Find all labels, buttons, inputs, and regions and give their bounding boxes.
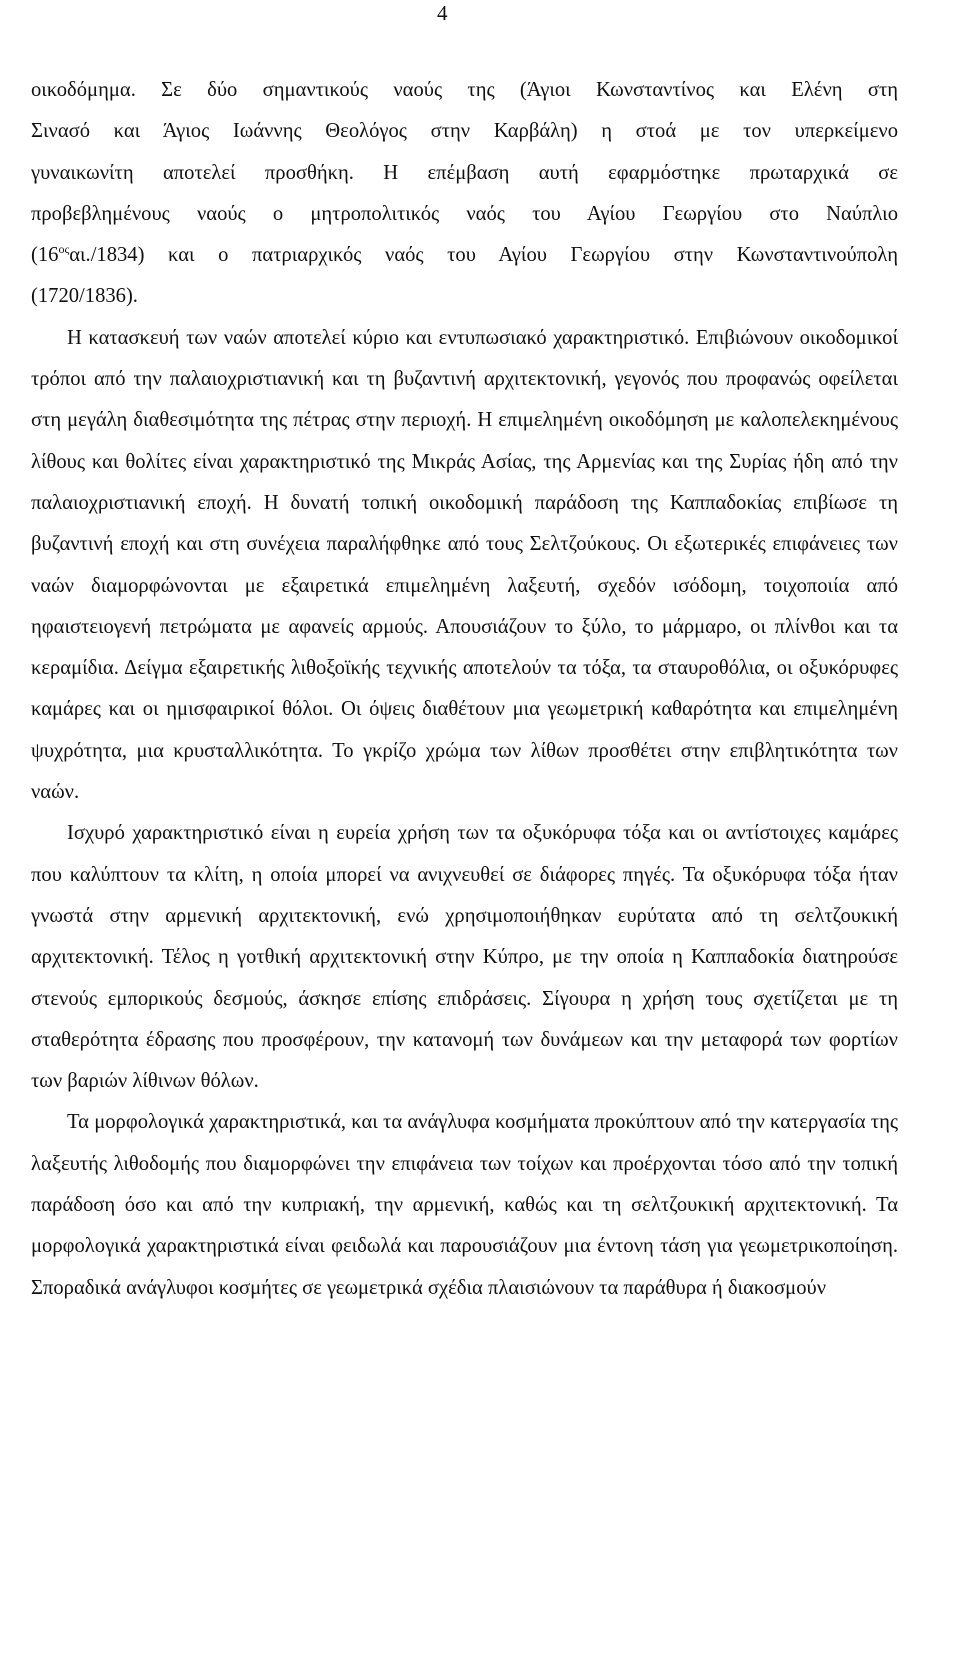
paragraph-1-line-3: γυναικωνίτη αποτελεί προσθήκη. Η επέμβαση αυτή εφαρμόστηκε πρωταρχικά σε [31, 161, 898, 184]
century-number: (16 [31, 244, 59, 267]
paragraph-3: Ισχυρό χαρακτηριστικό είναι η ευρεία χρήση των τα οξυκόρυφα τόξα και οι αντίστοιχες καμάρες που καλύπτουν τα κλίτη, η οποία μπορεί να ανιχνευθεί σε διάφορες πηγές. Τα οξυκόρυφα τόξα ήταν γνωστά στην αρμενική αρχιτεκτονική, ενώ χρησιμοποιήθηκαν ευρύτατα από τη σελτζουκική αρχιτεκτονική. Τέλος η γοτθική αρχιτεκτονική στην Κύπρο, με την οποία η Καππαδοκία διατηρούσε στενούς εμπορικούς δεσμούς, άσκησε επίσης επιδράσεις. Σίγουρα η χρήση τους σχετίζεται με τη σταθερότητα έδρασης που προσφέρουν, την κατανομή των δυνάμεων και την μεταφορά των φορτίων των βαριών λίθινων θόλων. [31, 822, 898, 1093]
paragraph-1-line-5 [31, 235, 898, 276]
paragraph-1-line-4: προβεβλημένους ναούς ο μητροπολιτικός ναός του Αγίου Γεωργίου στο Ναύπλιο [31, 202, 898, 225]
paragraph-1-line-1: οικοδόμημα. Σε δύο σημαντικούς ναούς της (Άγιοι Κωνσταντίνος και Ελένη στη [31, 79, 898, 101]
document-body [31, 70, 898, 1309]
paragraph-1-line-6: (1720/1836). [31, 285, 138, 308]
paragraph-1-line-2: Σινασό και Άγιος Ιωάννης Θεολόγος στην Καρβάλη) η στοά με τον υπερκείμενο [31, 120, 898, 143]
paragraph-2: Η κατασκευή των ναών αποτελεί κύριο και εντυπωσιακό χαρακτηριστικό. Επιβιώνουν οικοδομικοί τρόποι από την παλαιοχριστιανική και τη βυζαντινή αρχιτεκτονική, γεγονός που προφανώς οφείλεται στη μεγάλη διαθεσιμότητα της πέτρας στην περιοχή. Η επιμελημένη οικοδόμηση με καλοπελεκημένους λίθους και θολίτες είναι χαρακτηριστικό της Μικράς Ασίας, της Αρμενίας και της Συρίας ήδη από την παλαιοχριστιανική εποχή. Η δυνατή τοπική οικοδομική παράδοση της Καππαδοκίας επιβίωσε τη βυζαντινή εποχή και στη συνέχεια παραλήφθηκε από τους Σελτζούκους. Οι εξωτερικές επιφάνειες των ναών διαμορφώνονται με εξαιρετικά επιμελημένη λαξευτή, σχεδόν ισόδομη, τοιχοποιία από ηφαιστειογενή πετρώματα με αφανείς αρμούς. Απουσιάζουν το ξύλο, το μάρμαρο, οι πλίνθοι και τα κεραμίδια. Δείγμα εξαιρετικής λιθοξοϊκής τεχνικής αποτελούν τα τόξα, τα σταυροθόλια, οι οξυκόρυφες καμάρες και οι ημισφαιρικοί θόλοι. Οι όψεις διαθέτουν μια γεωμετρική καθαρότητα και επιμελημένη ψυχρότητα, μια κρυσταλλικότητα. Το γκρίζο χρώμα των λίθων προσθέτει στην επιβλητικότητα των ναών. [31, 326, 898, 804]
paragraph-1-line-5-rest: αι./1834) και ο πατριαρχικός ναός του Αγίου Γεωργίου στην Κωνσταντινούπολη [69, 244, 898, 267]
ordinal-superscript: ος [58, 242, 70, 257]
page-number: 4 [437, 1, 448, 25]
paragraph-4: Τα μορφολογικά χαρακτηριστικά, και τα ανάγλυφα κοσμήματα προκύπτουν από την κατεργασία της λαξευτής λιθοδομής που διαμορφώνει την επιφάνεια των τοίχων και προέρχονται τόσο από την τοπική παράδοση όσο και από την κυπριακή, την αρμενική, καθώς και τη σελτζουκική αρχιτεκτονική. Τα μορφολογικά χαρακτηριστικά είναι φειδωλά και παρουσιάζουν μια έντονη τάση για γεωμετρικοποίηση. Σποραδικά ανάγλυφοι κοσμήτες σε γεωμετρικά σχέδια πλαισιώνουν τα παράθυρα ή διακοσμούν [31, 1111, 898, 1299]
paragraph-1 [31, 70, 898, 318]
